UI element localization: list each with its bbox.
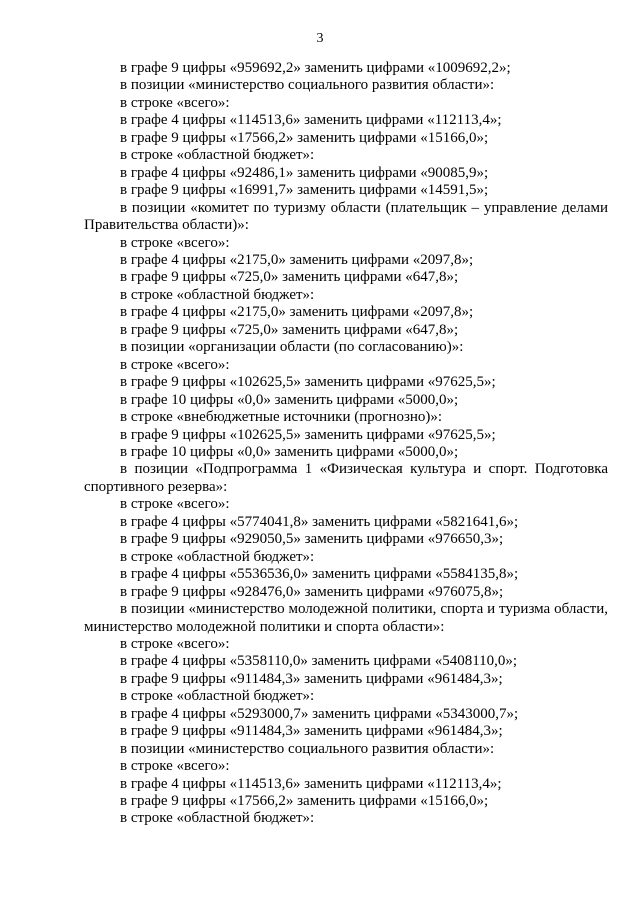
text-line: в графе 9 цифры «102625,5» заменить цифрами «97625,5»; <box>120 426 496 443</box>
text-paragraph: в позиции «Подпрограмма 1 «Физическая культура и спорт. Подготовка спортивного резерва»: <box>84 461 608 495</box>
text-line: в графе 4 цифры «5536536,0» заменить цифрами «5584135,8»; <box>120 566 519 583</box>
text-line: в графе 10 цифры «0,0» заменить цифрами «5000,0»; <box>120 391 459 408</box>
text-line: в строке «всего»: <box>120 758 230 775</box>
text-line: в строке «всего»: <box>120 356 230 373</box>
text-line: в графе 9 цифры «959692,2» заменить цифрами «1009692,2»; <box>120 60 511 76</box>
text-line: в графе 9 цифры «725,0» заменить цифрами «647,8»; <box>120 321 459 338</box>
text-line: в графе 9 цифры «911484,3» заменить цифрами «961484,3»; <box>120 670 503 687</box>
text-line: в графе 9 цифры «928476,0» заменить цифрами «976075,8»; <box>120 583 504 600</box>
text-line: в графе 9 цифры «725,0» заменить цифрами «647,8»; <box>120 269 459 286</box>
text-line: в позиции «министерство социального развития области»: <box>120 740 495 757</box>
text-line: в строке «областной бюджет»: <box>120 688 315 705</box>
text-line: в позиции «министерство социального развития области»: <box>120 77 495 94</box>
text-line: в позиции «организации области (по согласованию)»: <box>120 339 464 356</box>
text-line: в строке «областной бюджет»: <box>120 286 315 303</box>
text-line: в графе 10 цифры «0,0» заменить цифрами «5000,0»; <box>120 443 459 460</box>
text-line: в строке «всего»: <box>120 496 230 513</box>
text-line: в строке «областной бюджет»: <box>120 810 315 827</box>
text-paragraph: в позиции «комитет по туризму области (плательщик – управление делами Правительства области)»: <box>84 199 608 234</box>
text-line: в графе 9 цифры «16991,7» заменить цифрами «14591,5»; <box>120 182 489 199</box>
text-line: в строке «всего»: <box>120 94 230 111</box>
text-line: в графе 9 цифры «102625,5» заменить цифрами «97625,5»; <box>120 374 496 391</box>
text-line: в графе 4 цифры «5774041,8» заменить цифрами «5821641,6»; <box>120 513 519 530</box>
document-body <box>84 60 608 828</box>
page-number: 3 <box>316 31 324 46</box>
text-line: в строке «всего»: <box>120 234 230 251</box>
text-line: в графе 4 цифры «114513,6» заменить цифрами «112113,4»; <box>120 775 502 792</box>
text-line: в графе 9 цифры «17566,2» заменить цифрами «15166,0»; <box>120 129 489 146</box>
text-line: в графе 4 цифры «92486,1» заменить цифрами «90085,9»; <box>120 164 489 181</box>
text-line: в графе 9 цифры «911484,3» заменить цифрами «961484,3»; <box>120 723 503 740</box>
text-line: в строке «внебюджетные источники (прогнозно)»: <box>120 409 443 426</box>
text-line: в графе 4 цифры «2175,0» заменить цифрами «2097,8»; <box>120 304 474 321</box>
text-line: в графе 4 цифры «2175,0» заменить цифрами «2097,8»; <box>120 251 474 268</box>
text-line: в графе 9 цифры «929050,5» заменить цифрами «976650,3»; <box>120 531 504 548</box>
text-line: в графе 4 цифры «5358110,0» заменить цифрами «5408110,0»; <box>120 653 518 670</box>
text-line: в строке «всего»: <box>120 635 230 652</box>
text-line: в графе 4 цифры «114513,6» заменить цифрами «112113,4»; <box>120 112 502 129</box>
text-paragraph: в позиции «министерство молодежной политики, спорта и туризма области, министерство молодежной политики и спорта области»: <box>84 601 608 635</box>
text-line: в графе 9 цифры «17566,2» заменить цифрами «15166,0»; <box>120 793 489 810</box>
text-line: в строке «областной бюджет»: <box>120 147 315 164</box>
text-line: в графе 4 цифры «5293000,7» заменить цифрами «5343000,7»; <box>120 705 519 722</box>
text-line: в строке «областной бюджет»: <box>120 548 315 565</box>
